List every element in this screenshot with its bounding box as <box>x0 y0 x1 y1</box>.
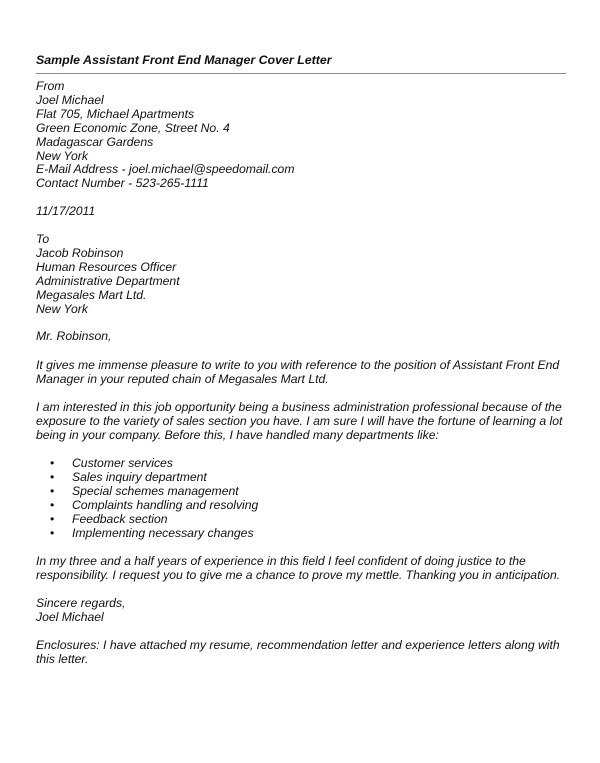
bullet-icon: • <box>50 497 55 512</box>
list-item-text: Sales inquiry department <box>72 469 207 484</box>
sender-address-line: Flat 705, Michael Apartments <box>36 106 195 121</box>
recipient-title: Human Resources Officer <box>36 259 177 274</box>
list-item-text: Customer services <box>72 456 173 470</box>
bullet-icon: • <box>50 469 55 484</box>
list-item <box>36 471 566 485</box>
salutation <box>36 330 566 344</box>
paragraph-text: I am interested in this job opportunity being a business administration professional because of the exposure to the variety of sales section you have. I am sure I will have the fortune of learning a lot being in your company. Before this, I have handled many departments like: <box>36 400 563 442</box>
sender-city: New York <box>36 148 88 163</box>
list-item-text: Complaints handling and resolving <box>72 497 259 512</box>
recipient-block <box>36 233 566 316</box>
sender-address-line: Madagascar Gardens <box>36 134 154 149</box>
bullet-icon: • <box>50 483 55 498</box>
body-paragraph-1 <box>36 359 566 387</box>
bullet-icon: • <box>50 511 55 526</box>
recipient-department: Administrative Department <box>36 273 180 288</box>
closing-name: Joel Michael <box>36 609 104 624</box>
sender-phone: Contact Number - 523-265-1111 <box>36 176 209 191</box>
body-paragraph-2 <box>36 401 566 443</box>
closing-regards: Sincere regards, <box>36 596 126 610</box>
list-item <box>36 457 566 471</box>
body-paragraph-3 <box>36 555 566 583</box>
recipient-name: Jacob Robinson <box>36 245 124 260</box>
list-item-text: Special schemes management <box>72 483 239 498</box>
from-label: From <box>36 79 65 93</box>
to-label: To <box>36 232 50 246</box>
list-item-text: Feedback section <box>72 511 168 526</box>
title-divider <box>36 73 566 74</box>
enclosures-text: Enclosures: I have attached my resume, recommendation letter and experience letters along with this letter. <box>36 638 560 666</box>
list-item <box>36 527 566 541</box>
bullet-icon: • <box>50 456 55 470</box>
closing-block <box>36 597 566 625</box>
list-item-text: Implementing necessary changes <box>72 525 254 540</box>
recipient-city: New York <box>36 301 88 316</box>
salutation-text: Mr. Robinson, <box>36 329 112 343</box>
recipient-company: Megasales Mart Ltd. <box>36 287 147 302</box>
paragraph-text: In my three and a half years of experience in this field I feel confident of doing justice to the responsibility. I request you to give me a chance to prove my mettle. Thanking you in anticipation. <box>36 554 561 582</box>
bullet-icon: • <box>50 525 55 540</box>
paragraph-text: It gives me immense pleasure to write to you with reference to the position of Assistant Front End Manager in your reputed chain of Megasales Mart Ltd. <box>36 358 560 386</box>
list-item <box>36 499 566 513</box>
document-title: Sample Assistant Front End Manager Cover Letter <box>36 53 332 67</box>
enclosures <box>36 639 566 667</box>
date-text: 11/17/2011 <box>36 204 96 218</box>
sender-email: E-Mail Address - joel.michael@speedomail.com <box>36 162 295 177</box>
list-item <box>36 485 566 499</box>
departments-list <box>36 457 566 540</box>
list-item <box>36 513 566 527</box>
sender-name: Joel Michael <box>36 92 104 107</box>
sender-block <box>36 80 566 191</box>
letter-date <box>36 205 566 219</box>
sender-address-line: Green Economic Zone, Street No. 4 <box>36 120 230 135</box>
